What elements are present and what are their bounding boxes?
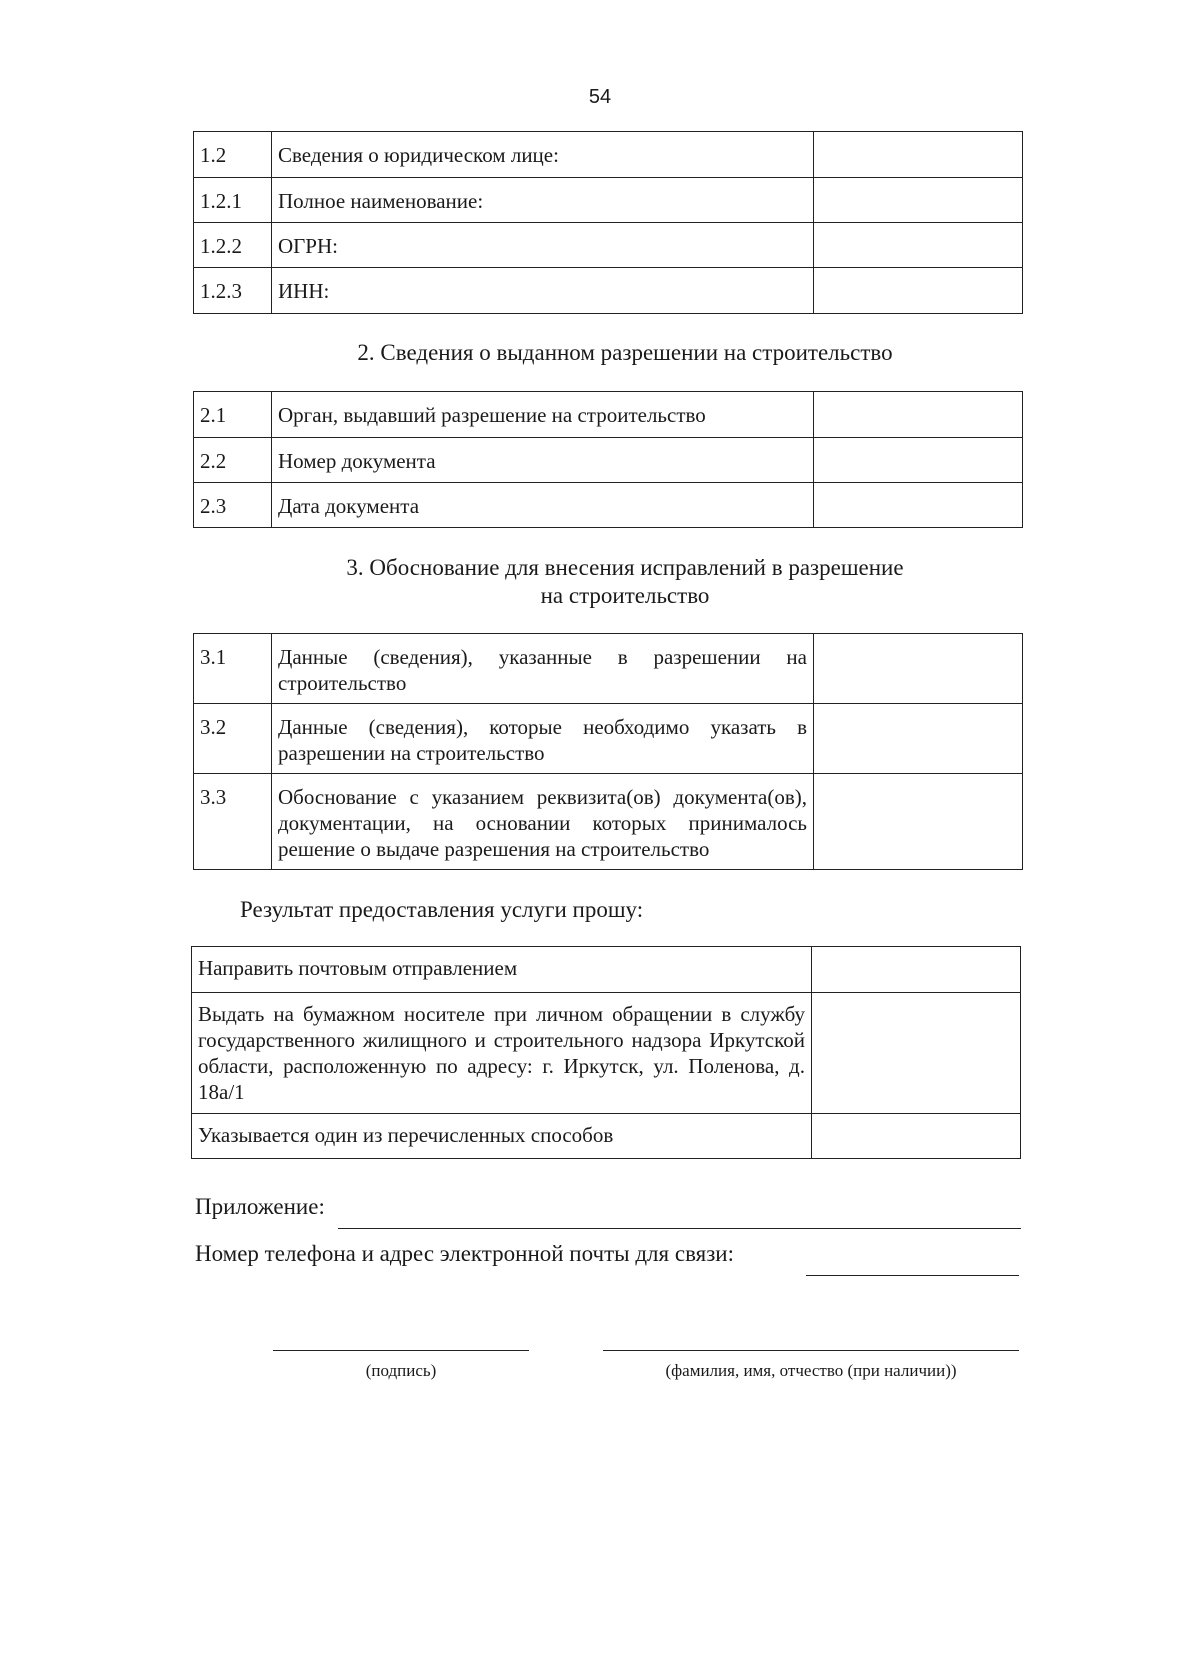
option-checkbox-cell[interactable]	[812, 1114, 1021, 1159]
section-3-heading-line2: на строительство	[540, 583, 710, 608]
table-row	[194, 132, 1023, 178]
row-label: Данные (сведения), указанные в разрешении на строительство	[272, 634, 814, 704]
value-cell[interactable]	[814, 483, 1023, 528]
option-checkbox-cell[interactable]	[812, 947, 1021, 993]
option-label: Указывается один из перечисленных способов	[192, 1114, 812, 1159]
table-row	[194, 774, 1023, 870]
table-row	[194, 392, 1023, 438]
table-row	[194, 704, 1023, 774]
row-number: 1.2	[194, 132, 272, 178]
row-number: 2.1	[194, 392, 272, 438]
value-cell[interactable]	[814, 438, 1023, 483]
correction-basis-table	[193, 633, 1023, 870]
value-cell[interactable]	[814, 268, 1023, 314]
value-cell[interactable]	[814, 774, 1023, 870]
permit-table	[193, 391, 1023, 528]
section-3-heading	[200, 554, 1050, 610]
row-number: 3.3	[194, 774, 272, 870]
row-label: ОГРН:	[272, 223, 814, 268]
row-label: Сведения о юридическом лице:	[272, 132, 814, 178]
row-label: Обоснование с указанием реквизита(ов) документа(ов), документации, на основании которых принималось решение о выдаче разрешения на строительство	[272, 774, 814, 870]
signature-line[interactable]	[273, 1350, 529, 1351]
row-label: Дата документа	[272, 483, 814, 528]
option-label: Выдать на бумажном носителе при личном обращении в службу государственного жилищного и строительного надзора Иркутской области, расположенную по адресу: г. Иркутск, ул. Поленова, д. 18а/1	[192, 993, 812, 1114]
table-row	[194, 178, 1023, 223]
row-label: ИНН:	[272, 268, 814, 314]
result-heading: Результат предоставления услуги прошу:	[240, 897, 644, 922]
contact-label: Номер телефона и адрес электронной почты для связи:	[195, 1241, 734, 1266]
row-number: 1.2.2	[194, 223, 272, 268]
option-label: Направить почтовым отправлением	[192, 947, 812, 993]
table-row	[194, 268, 1023, 314]
row-label: Полное наименование:	[272, 178, 814, 223]
contact-line[interactable]	[806, 1275, 1019, 1276]
attachment-line[interactable]	[338, 1228, 1021, 1229]
row-number: 1.2.1	[194, 178, 272, 223]
table-row	[194, 438, 1023, 483]
page-number: 54	[588, 86, 612, 108]
full-name-caption: (фамилия, имя, отчество (при наличии))	[665, 1361, 957, 1380]
section-2-heading: 2. Сведения о выданном разрешении на строительство	[357, 340, 893, 365]
value-cell[interactable]	[814, 634, 1023, 704]
value-cell[interactable]	[814, 178, 1023, 223]
table-row	[194, 634, 1023, 704]
attachment-label: Приложение:	[195, 1194, 325, 1219]
value-cell[interactable]	[814, 132, 1023, 178]
table-row	[192, 993, 1021, 1114]
value-cell[interactable]	[814, 223, 1023, 268]
row-label: Номер документа	[272, 438, 814, 483]
row-label: Орган, выдавший разрешение на строительство	[272, 392, 814, 438]
row-label: Данные (сведения), которые необходимо указать в разрешении на строительство	[272, 704, 814, 774]
row-number: 3.2	[194, 704, 272, 774]
table-row	[192, 947, 1021, 993]
full-name-line[interactable]	[603, 1350, 1019, 1351]
legal-entity-table	[193, 131, 1023, 314]
row-number: 2.2	[194, 438, 272, 483]
row-number: 3.1	[194, 634, 272, 704]
value-cell[interactable]	[814, 704, 1023, 774]
value-cell[interactable]	[814, 392, 1023, 438]
row-number: 2.3	[194, 483, 272, 528]
option-checkbox-cell[interactable]	[812, 993, 1021, 1114]
row-number: 1.2.3	[194, 268, 272, 314]
signature-caption: (подпись)	[365, 1361, 437, 1380]
table-row	[192, 1114, 1021, 1159]
result-options-table	[191, 946, 1021, 1159]
section-3-heading-line1: 3. Обоснование для внесения исправлений в разрешение	[346, 555, 904, 580]
table-row	[194, 223, 1023, 268]
table-row	[194, 483, 1023, 528]
